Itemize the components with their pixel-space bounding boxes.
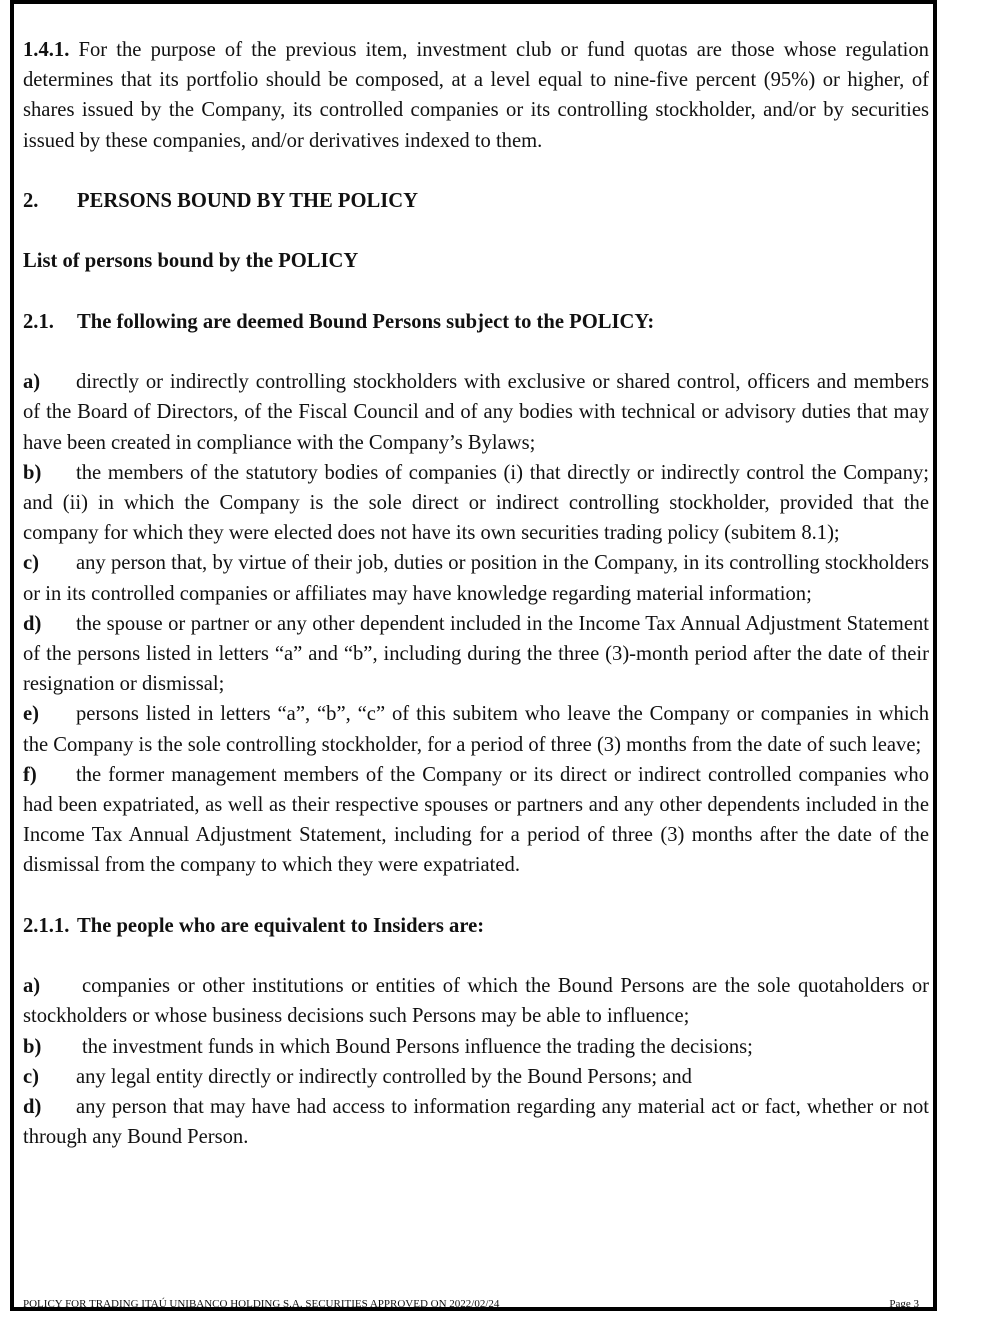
- section-number: 2.: [23, 190, 39, 212]
- subsection-heading: [23, 911, 929, 941]
- paragraph-1-4-1: [23, 35, 929, 156]
- list-item: [23, 760, 929, 881]
- section-title: PERSONS BOUND BY THE POLICY: [77, 190, 419, 212]
- item-text: any person that may have had access to information regarding any material act or fact, whether or not through any Bound Person.: [23, 1096, 929, 1149]
- list-item: [23, 458, 929, 549]
- item-text: companies or other institutions or entities of which the Bound Persons are the sole quotaholders or stockholders or whose business decisions such Persons may be able to influence;: [23, 975, 929, 1028]
- item-marker: a): [23, 371, 41, 394]
- page-footer: [23, 1297, 919, 1311]
- item-text: the spouse or partner or any other dependent included in the Income Tax Annual Adjustment Statement of the persons listed in letters “a” and “b”, including during the three (3)-month period after the date of their resignation or dismissal;: [23, 612, 929, 696]
- item-marker: c): [23, 552, 39, 575]
- subsection-number: 2.1.: [23, 310, 54, 333]
- document-body: [23, 35, 929, 1152]
- list-item: [23, 1062, 929, 1092]
- footer-title: POLICY FOR TRADING ITAÚ UNIBANCO HOLDING S.A. SECURITIES APPROVED ON 2022/02/24: [23, 1298, 500, 1310]
- item-marker: b): [23, 461, 42, 484]
- item-text: the members of the statutory bodies of companies (i) that directly or indirectly control the Company; and (ii) in which the Company is the sole direct or indirect controlling stockholder, provided that the company for which they were elected does not have its own securities trading policy (subitem 8.1);: [23, 461, 929, 545]
- subsection-number: 2.1.1.: [23, 914, 70, 937]
- item-marker: b): [23, 1035, 42, 1058]
- section-heading: [23, 186, 929, 216]
- subsection-title: The people who are equivalent to Insiders are:: [77, 914, 485, 937]
- item-marker: c): [23, 1065, 39, 1088]
- item-text: persons listed in letters “a”, “b”, “c” of this subitem who leave the Company or companies in which the Company is the sole controlling stockholder, for a period of three (3) months from the date of such leave;: [23, 703, 929, 756]
- clause-text: For the purpose of the previous item, investment club or fund quotas are those whose regulation determines that its portfolio should be composed, at a level equal to nine-five percent (95%) or higher, of shares issued by the Company, its controlled companies or its controlling stockholder, and/or by securities issued by these companies, and/or derivatives indexed to them.: [23, 39, 929, 152]
- subsection-heading: [23, 307, 929, 337]
- list-item: [23, 367, 929, 458]
- list-item: [23, 1092, 929, 1152]
- item-text: directly or indirectly controlling stockholders with exclusive or shared control, officers and members of the Board of Directors, of the Fiscal Council and of any bodies with technical or advisory duties that may have been created in compliance with the Company’s Bylaws;: [23, 371, 929, 454]
- subsection-title: The following are deemed Bound Persons subject to the POLICY:: [77, 310, 655, 333]
- item-text: any person that, by virtue of their job, duties or position in the Company, in its controlling stockholders or in its controlled companies or affiliates may have knowledge regarding material information;: [23, 552, 929, 605]
- list-item: [23, 1032, 929, 1062]
- item-marker: d): [23, 1096, 42, 1119]
- page-number: Page 3: [889, 1298, 919, 1310]
- item-text: the investment funds in which Bound Persons influence the trading the decisions;: [82, 1035, 753, 1058]
- list-item: [23, 609, 929, 700]
- item-marker: e): [23, 703, 39, 726]
- list-item: [23, 699, 929, 759]
- item-marker: a): [23, 975, 41, 998]
- item-text: any legal entity directly or indirectly controlled by the Bound Persons; and: [76, 1065, 692, 1088]
- list-item: [23, 971, 929, 1031]
- clause-number: 1.4.1.: [23, 39, 70, 61]
- list-item: [23, 548, 929, 608]
- item-marker: f): [23, 763, 37, 786]
- item-text: the former management members of the Company or its direct or indirect controlled companies who had been expatriated, as well as their respective spouses or partners and any other dependents included in the Income Tax Annual Adjustment Statement, including for a period of three (3) months after the date of the dismissal from the company to which they were expatriated.: [23, 763, 929, 877]
- item-marker: d): [23, 612, 42, 635]
- list-heading: List of persons bound by the POLICY: [23, 250, 359, 273]
